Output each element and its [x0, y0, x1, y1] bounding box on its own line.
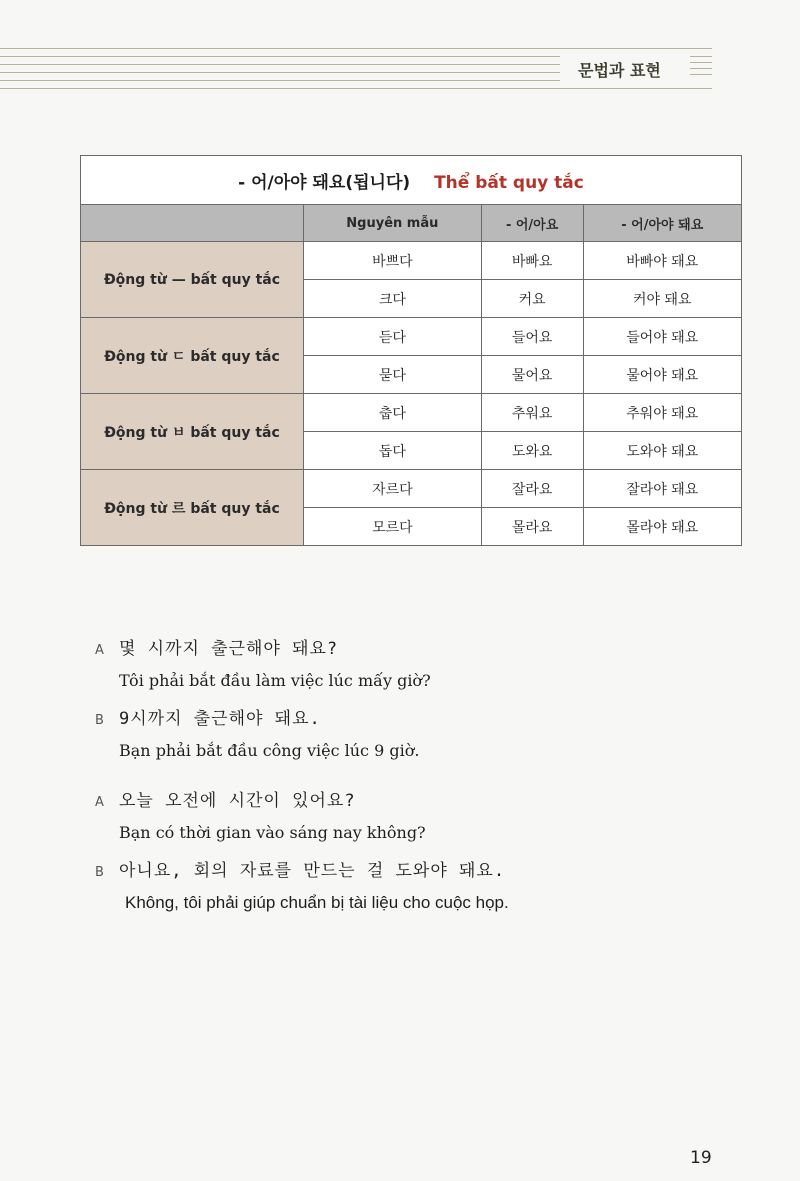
verb-group-label: Động từ 르 bất quy tắc [81, 470, 304, 546]
header-rule-marks [690, 56, 712, 80]
table-cell: 물어야 돼요 [583, 356, 741, 394]
table-row [81, 394, 742, 432]
vietnamese-translation: Không, tôi phải giúp chuẩn bị tài liệu cho cuộc họp. [125, 893, 509, 912]
speaker-a-label: A [95, 795, 104, 810]
table-cell: 도와야 돼요 [583, 432, 741, 470]
vietnamese-translation: Tôi phải bắt đầu làm việc lúc mấy giờ? [119, 671, 431, 690]
table-cell: 돕다 [304, 432, 482, 470]
korean-sentence: 9시까지 출근해야 돼요. [119, 709, 321, 729]
table-cell: 묻다 [304, 356, 482, 394]
table-cell: 도와요 [481, 432, 583, 470]
table-cell: 몰라야 돼요 [583, 508, 741, 546]
table-cell: 몰라요 [481, 508, 583, 546]
table-cell: 바빠야 돼요 [583, 242, 741, 280]
dialogue-line-a [95, 786, 509, 818]
table-title-korean: - 어/아야 돼요(됩니다) [238, 172, 411, 193]
speaker-b-label: B [95, 713, 104, 728]
table-cell: 춥다 [304, 394, 482, 432]
table-cell: 바빠요 [481, 242, 583, 280]
table-cell: 커야 돼요 [583, 280, 741, 318]
table-cell: 듣다 [304, 318, 482, 356]
table-cell: 자르다 [304, 470, 482, 508]
dialogue-line-b [95, 704, 431, 736]
vietnamese-translation: Bạn phải bắt đầu công việc lúc 9 giờ. [119, 741, 420, 760]
header-rule-line [0, 64, 560, 65]
table-row [81, 242, 742, 280]
header-rule-line [0, 80, 560, 81]
korean-sentence: 몇 시까지 출근해야 돼요? [119, 639, 339, 659]
dialogue-1 [95, 634, 431, 766]
dialogue-2 [95, 786, 509, 918]
column-header-base-form: Nguyên mẫu [304, 205, 482, 242]
speaker-b-label: B [95, 865, 104, 880]
table-title-vietnamese: Thể bất quy tắc [434, 172, 584, 193]
dialogue-line-a [95, 634, 431, 666]
table-cell: 커요 [481, 280, 583, 318]
grammar-table [80, 155, 742, 546]
vietnamese-translation: Bạn có thời gian vào sáng nay không? [119, 823, 426, 842]
table-cell: 잘라요 [481, 470, 583, 508]
speaker-a-label: A [95, 643, 104, 658]
table-cell: 물어요 [481, 356, 583, 394]
verb-group-label: Động từ ㅂ bất quy tắc [81, 394, 304, 470]
table-cell: 들어야 돼요 [583, 318, 741, 356]
column-header-present: - 어/아요 [481, 205, 583, 242]
table-cell: 크다 [304, 280, 482, 318]
verb-group-label: Động từ ㄷ bất quy tắc [81, 318, 304, 394]
table-cell: 들어요 [481, 318, 583, 356]
column-header-must: - 어/아야 돼요 [583, 205, 741, 242]
header-rule-line [0, 48, 712, 49]
table-title [81, 156, 742, 205]
header-rule-line [0, 72, 560, 73]
header-rule-line [0, 88, 712, 89]
column-header-blank [81, 205, 304, 242]
table-cell: 모르다 [304, 508, 482, 546]
verb-group-label: Động từ — bất quy tắc [81, 242, 304, 318]
table-cell: 추워요 [481, 394, 583, 432]
header-rule-line [0, 56, 560, 57]
table-cell: 추워야 돼요 [583, 394, 741, 432]
table-row [81, 318, 742, 356]
dialogue-line-b [95, 856, 509, 888]
table-row [81, 470, 742, 508]
table-cell: 잘라야 돼요 [583, 470, 741, 508]
section-title: 문법과 표현 [570, 58, 669, 81]
page-number: 19 [690, 1148, 712, 1168]
korean-sentence: 아니요, 회의 자료를 만드는 걸 도와야 돼요. [119, 861, 506, 881]
table-cell: 바쁘다 [304, 242, 482, 280]
korean-sentence: 오늘 오전에 시간이 있어요? [119, 791, 356, 811]
